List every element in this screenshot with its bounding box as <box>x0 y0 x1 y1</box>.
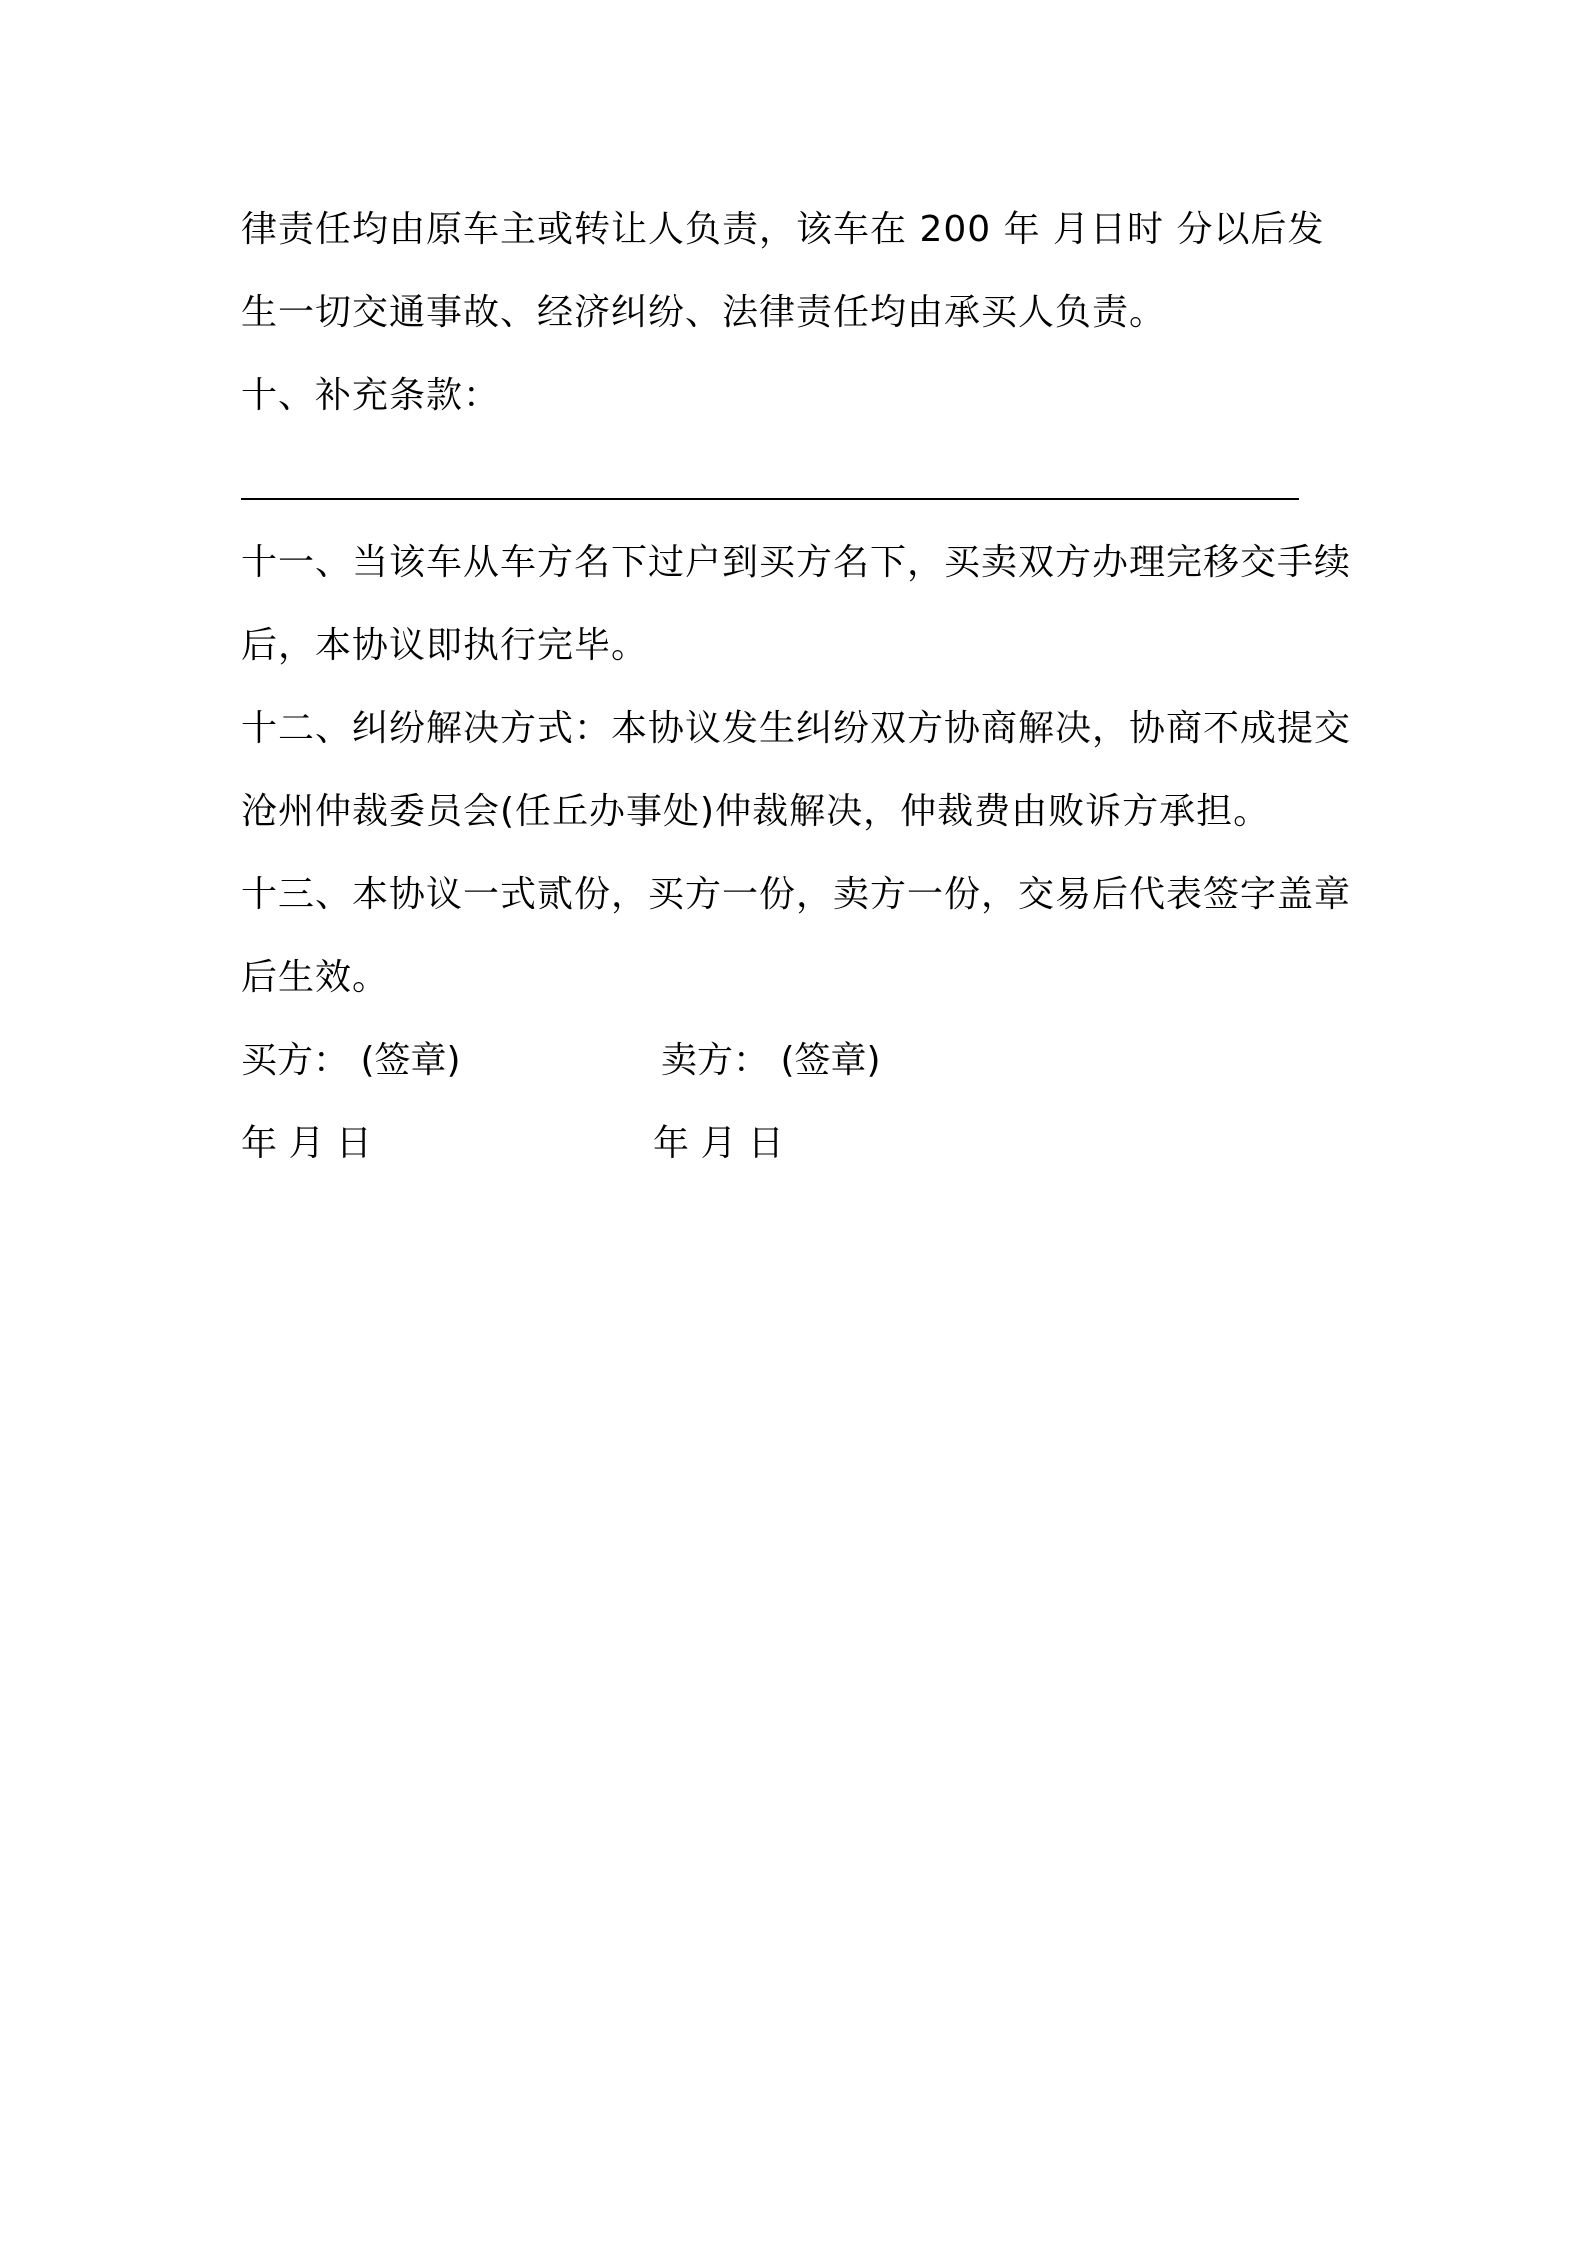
clause-nine-continued-line-1: 律责任均由原车主或转让人负责，该车在 200 年 月日时 分以后发 <box>241 209 1325 250</box>
supplementary-terms-blank-line <box>241 498 1299 500</box>
buyer-signature-label: 买方： (签章) <box>241 1040 461 1081</box>
seller-date: 年 月 日 <box>653 1123 784 1164</box>
clause-nine-continued-line-2: 生一切交通事故、经济纠纷、法律责任均由承买人负责。 <box>241 292 1167 333</box>
clause-twelve-line-2: 沧州仲裁委员会(任丘办事处)仲裁解决，仲裁费由败诉方承担。 <box>241 791 1271 832</box>
clause-twelve-line-1: 十二、纠纷解决方式：本协议发生纠纷双方协商解决，协商不成提交 <box>241 708 1352 749</box>
clause-eleven-line-1: 十一、当该车从车方名下过户到买方名下，买卖双方办理完移交手续 <box>241 542 1352 583</box>
buyer-date: 年 月 日 <box>241 1123 372 1164</box>
clause-thirteen-line-1: 十三、本协议一式贰份，买方一份，卖方一份，交易后代表签字盖章 <box>241 874 1352 915</box>
clause-ten-heading: 十、补充条款： <box>241 375 501 416</box>
seller-signature-label: 卖方： (签章) <box>661 1040 881 1081</box>
clause-eleven-line-2: 后，本协议即执行完毕。 <box>241 625 649 666</box>
clause-thirteen-line-2: 后生效。 <box>241 957 390 998</box>
